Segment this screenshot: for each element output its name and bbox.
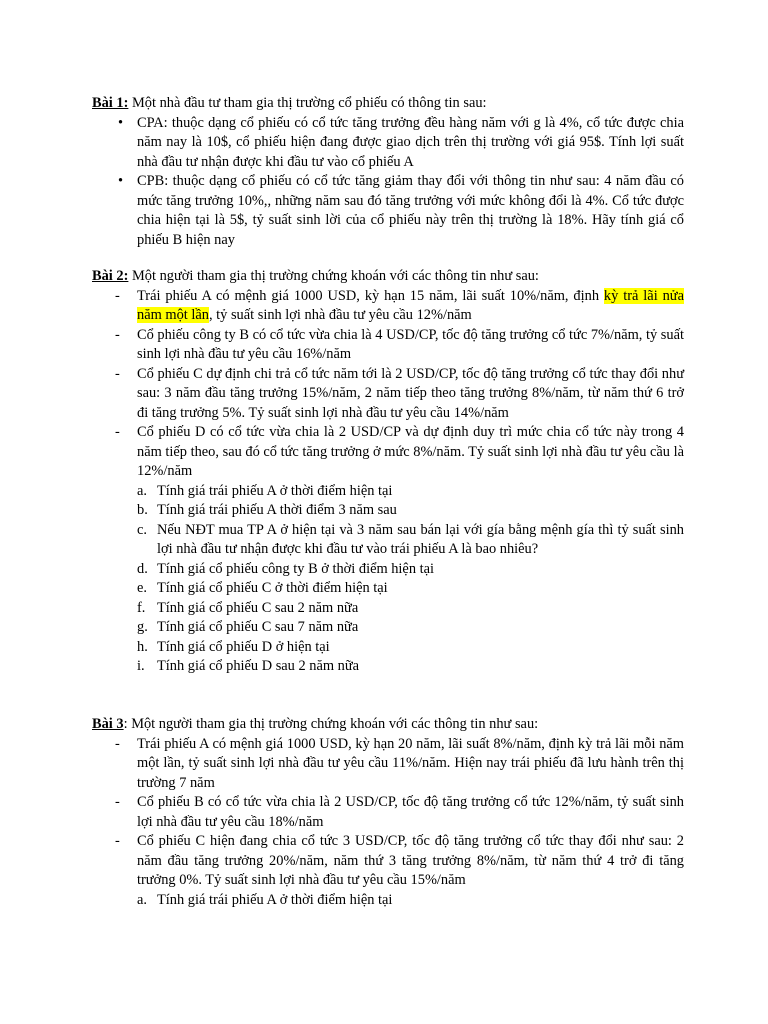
exercise-1-heading	[92, 94, 684, 114]
exercise-2-intro: Một người tham gia thị trường chứng khoán với các thông tin như sau:	[128, 268, 539, 284]
question-marker: b.	[137, 502, 148, 518]
exercise-2-label: Bài 2:	[92, 268, 129, 284]
exercise-3-questions	[92, 891, 684, 911]
question-item	[92, 579, 684, 599]
question-marker: d.	[137, 560, 148, 577]
exercise-3-item-bond-a: - Trái phiếu A có mệnh giá 1000 USD, kỳ hạn 20 năm, lãi suất 8%/năm, định kỳ trả lãi mỗi năm một lần, tỷ suất sinh lợi nhà đầu tư yêu cầu 11%/năm. Hiện nay trái phiếu đã lưu hành trên thị trường 7 năm	[92, 735, 684, 794]
question-marker: g.	[137, 619, 148, 635]
exercise-1-label: Bài 1:	[92, 95, 129, 111]
question-marker: a.	[137, 482, 147, 499]
question-item	[92, 501, 684, 521]
question-marker: e.	[137, 580, 147, 596]
question-marker: c.	[137, 521, 147, 538]
exercise-2-item-bond-a	[92, 287, 684, 326]
bond-a-text-start: Trái phiếu A có mệnh giá 1000 USD, kỳ hạn 15 năm, lãi suất 10%/năm, định	[137, 287, 604, 304]
exercise-2-item-stock-c: - Cổ phiếu C dự định chi trả cổ tức năm tới là 2 USD/CP, tốc độ tăng trưởng cổ tức thay đổi như sau: 3 năm đầu tăng trưởng 15%/năm, 2 năm tiếp theo tăng trưởng 8%/năm, từ năm thứ 6 trở đi tăng trưởng 5%. Tỷ suất sinh lợi nhà đầu tư yêu cầu 14%/năm	[92, 365, 684, 424]
question-item	[92, 521, 684, 560]
question-marker: f.	[137, 599, 146, 616]
question-text: Tính giá cổ phiếu C sau 7 năm nữa	[157, 619, 359, 635]
question-text: Tính giá cổ phiếu công ty B ở thời điểm hiện tại	[157, 560, 434, 577]
question-text: Nếu NĐT mua TP A ở hiện tại và 3 năm sau bán lại với gía bằng mệnh gía thì tỷ suất sinh lợi nhà đầu tư nhận được khi đầu tư vào trái phiếu A là bao nhiêu?	[157, 521, 684, 557]
question-item	[92, 638, 684, 658]
exercise-3-list	[92, 735, 684, 891]
exercise-2-item-stock-d: - Cổ phiếu D có cổ tức vừa chia là 2 USD/CP và dự định duy trì mức chia cổ tức này trong 4 năm tiếp theo, sau đó cổ tức tăng trưởng ở mức 8%/năm. Tỷ suất sinh lợi nhà đầu tư yêu cầu là 12%/năm	[92, 423, 684, 482]
exercise-1-item-cpa: • CPA: thuộc dạng cổ phiếu có cổ tức tăng trưởng đều hàng năm với g là 4%, cổ tức được chia năm nay là 10$, cổ phiếu hiện đang được giao dịch trên thị trường với giá 95$. Tính lợi suất nhà đầu tư nhận được khi đầu tư vào cổ phiếu A	[92, 114, 684, 173]
question-item	[92, 891, 684, 911]
question-text: Tính giá cổ phiếu C sau 2 năm nữa	[157, 599, 359, 616]
exercise-2-list	[92, 287, 684, 482]
bond-a-text-end: , tỷ suất sinh lợi nhà đầu tư yêu cầu 12%/năm	[208, 307, 472, 323]
highlighted-text: kỳ trả lãi nửa năm một lần	[137, 287, 684, 323]
question-marker: h.	[137, 638, 148, 655]
exercise-1-intro: Một nhà đầu tư tham gia thị trường cổ phiếu có thông tin sau:	[128, 95, 487, 111]
exercise-2-heading	[92, 267, 684, 287]
exercise-3	[92, 715, 684, 910]
question-marker: a.	[137, 891, 147, 908]
question-text: Tính giá trái phiếu A thời điểm 3 năm sau	[157, 502, 397, 518]
exercise-1	[92, 94, 684, 250]
exercise-1-item-cpb: • CPB: thuộc dạng cổ phiếu có cổ tức tăng giảm thay đổi với thông tin như sau: 4 năm đầu có mức tăng trưởng 10%,, những năm sau đó tăng trưởng với mức không đổi là 4%. Cổ tức được chia hiện tại là 5$, tỷ suất sinh lời của cổ phiếu này trên thị trường là 18%. Hãy tính giá cổ phiếu B hiện nay	[92, 172, 684, 250]
question-item	[92, 482, 684, 502]
exercise-2-item-stock-b: - Cổ phiếu công ty B có cổ tức vừa chia là 4 USD/CP, tốc độ tăng trưởng cổ tức 7%/năm, tỷ suất sinh lợi nhà đầu tư yêu cầu 16%/năm	[92, 326, 684, 365]
question-text: Tính giá trái phiếu A ở thời điểm hiện tại	[157, 482, 393, 499]
question-item	[92, 599, 684, 619]
exercise-2	[92, 267, 684, 677]
exercise-3-item-stock-c: - Cổ phiếu C hiện đang chia cổ tức 3 USD/CP, tốc độ tăng trưởng cổ tức thay đổi như sau: 2 năm đầu tăng trưởng 20%/năm, năm thứ 3 tăng trưởng 8%/năm, từ năm thứ 4 trở đi tăng trưởng 0%. Tỷ suất sinh lợi nhà đầu tư yêu cầu 15%/năm	[92, 832, 684, 891]
question-item	[92, 657, 684, 677]
question-text: Tính giá trái phiếu A ở thời điểm hiện tại	[157, 891, 393, 908]
question-item	[92, 560, 684, 580]
exercise-3-item-stock-b: - Cổ phiếu B có cổ tức vừa chia là 2 USD/CP, tốc độ tăng trưởng cổ tức 12%/năm, tỷ suất sinh lợi nhà đầu tư yêu cầu 18%/năm	[92, 793, 684, 832]
question-text: Tính giá cổ phiếu D sau 2 năm nữa	[157, 658, 360, 674]
question-item	[92, 618, 684, 638]
exercise-2-questions	[92, 482, 684, 677]
question-text: Tính giá cổ phiếu D ở hiện tại	[157, 638, 330, 655]
question-text: Tính giá cổ phiếu C ở thời điểm hiện tại	[157, 580, 388, 596]
exercise-3-heading	[92, 715, 684, 735]
exercise-3-intro: : Một người tham gia thị trường chứng khoán với các thông tin như sau:	[123, 716, 539, 732]
exercise-1-list	[92, 114, 684, 251]
exercise-3-label: Bài 3	[92, 716, 124, 732]
question-marker: i.	[137, 658, 145, 674]
